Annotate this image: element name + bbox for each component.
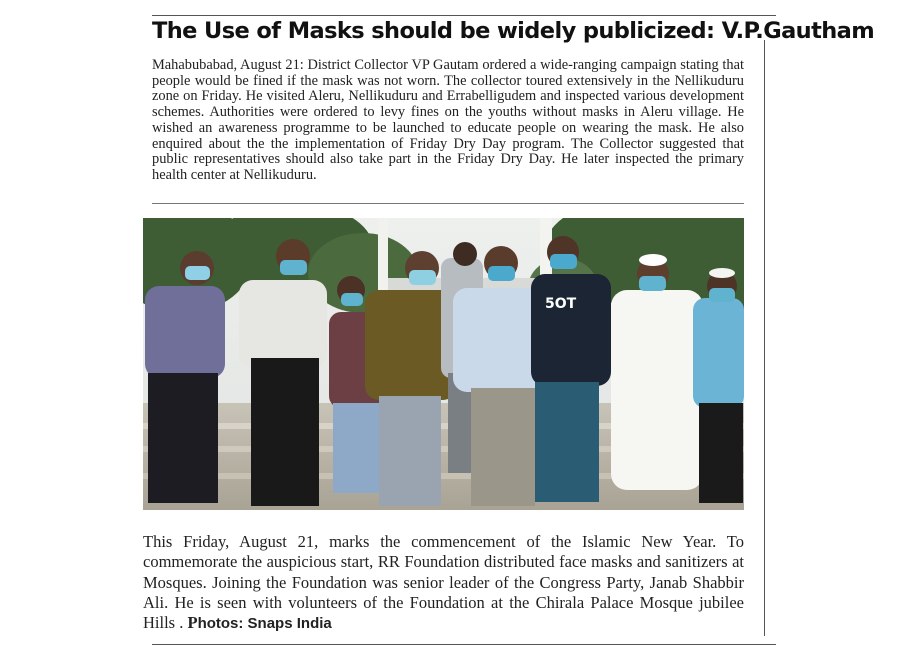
person-9: [693, 268, 744, 503]
person-7: [531, 236, 611, 502]
news-photo: [143, 218, 744, 510]
photo-credit-prefix: P: [187, 613, 198, 633]
bottom-rule: [152, 644, 776, 645]
headline: The Use of Masks should be widely publicized: V.P.Gautham: [152, 18, 875, 44]
caption-text: This Friday, August 21, marks the commencement of the Islamic New Year. To commemorate the auspicious start, RR Foundation distributed face masks and sanitizers at Mosques. Joining the Foundation was senior leader of the Congress Party, Janab Shabbir Ali. He is seen with volunteers of the Foundation at the Chirala Palace Mosque jubilee Hills .: [143, 532, 744, 633]
photo-credit: hotos: Snaps India: [197, 615, 332, 633]
group-photo-illustration: [143, 218, 744, 510]
section-rule: [152, 203, 744, 204]
shirt-text: 5OT: [545, 296, 577, 312]
column-rule: [764, 40, 765, 636]
person-1: [145, 251, 225, 503]
article-body: Mahabubabad, August 21: District Collector VP Gautam ordered a wide-ranging campaign stating that people would be fined if the mask was not worn. The collector toured extensively in the Nellikuduru zone on Friday. He visited Aleru, Nellikuduru and Errabelligudem and inspected various development schemes. Authorities were ordered to levy fines on the youths without masks in Aleru village. He wished an awareness programme to be launched to educate people on wearing the mask. He also enquired about the the implementation of Friday Dry Day program. The Collector suggested that public representatives should also take part in the Friday Dry Day. He later inspected the primary health center at Nellikuduru.: [152, 57, 744, 183]
photo-caption: [143, 532, 744, 634]
top-rule: [152, 15, 776, 16]
